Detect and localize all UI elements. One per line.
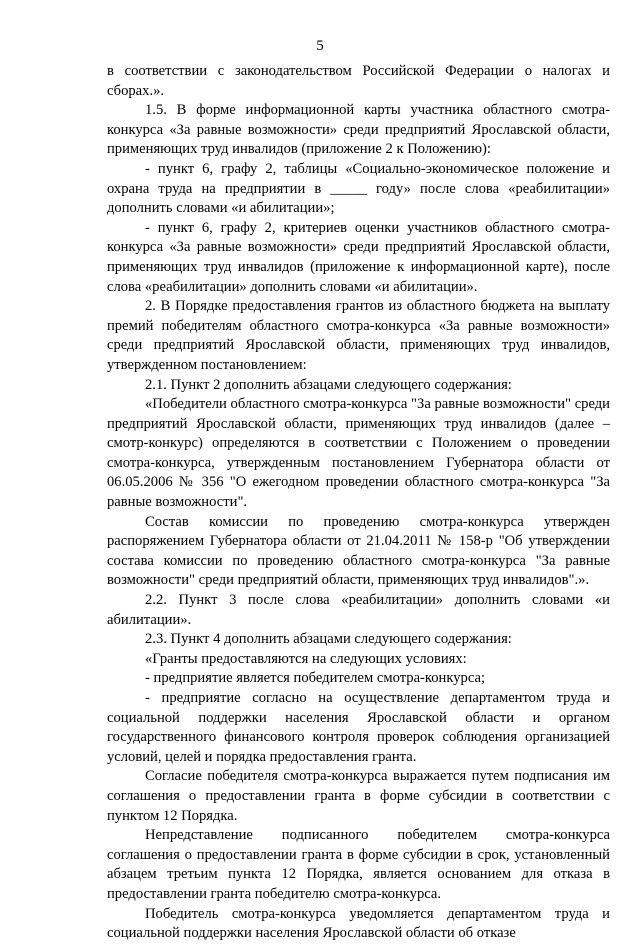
paragraph: 1.5. В форме информационной карты участника областного смотра-конкурса «За равные возможности» среди предприятий Ярославской области, применяющих труд инвалидов (приложение 2 к Положению): — [107, 102, 610, 158]
page-number: 5 — [316, 38, 324, 54]
paragraph: в соответствии с законодательством Российской Федерации о налогах и сборах.». — [107, 63, 610, 99]
paragraph: - пункт 6, графу 2, таблицы «Социально-экономическое положение и охрана труда на предприятии в _____ году» после слова «реабилитации» дополнить словами «и абилитации»; — [107, 160, 610, 217]
paragraph: 2.3. Пункт 4 дополнить абзацами следующего содержания: — [145, 631, 512, 648]
document-body — [107, 62, 610, 944]
paragraph: Состав комиссии по проведению смотра-конкурса утвержден распоряжением Губернатора области от 21.04.2011 № 158-р "Об утверждении состава комиссии по проведению областного смотра-конкурса "За равные возможности" среди предприятий области, применяющих труд инвалидов".». — [107, 513, 610, 589]
paragraph: - предприятие согласно на осуществление департаментом труда и социальной поддержки населения Ярославской области и органом государственного финансового контроля проверок соблюдения организацией условий, целей и порядка предоставления гранта. — [107, 690, 610, 765]
paragraph: 2.2. Пункт 3 после слова «реабилитации» дополнить словами «и абилитации». — [107, 592, 610, 628]
paragraph: 2.1. Пункт 2 дополнить абзацами следующего содержания: — [145, 376, 512, 393]
paragraph: - пункт 6, графу 2, критериев оценки участников областного смотра-конкурса «За равные возможности» среди предприятий Ярославской области, применяющих труд инвалидов (приложение к информационной карте), после слова «реабилитации» дополнить словами «и абилитации». — [107, 219, 610, 295]
paragraph: «Гранты предоставляются на следующих условиях: — [145, 650, 467, 667]
paragraph: - предприятие является победителем смотра-конкурса; — [145, 670, 486, 687]
paragraph: Согласие победителя смотра-конкурса выражается путем подписания им соглашения о предоставлении гранта в форме субсидии в соответствии с пунктом 12 Порядка. — [107, 768, 610, 824]
paragraph: Непредставление подписанного победителем смотра-конкурса соглашения о предоставлении гранта в форме субсидии в срок, установленный абзацем третьим пункта 12 Порядка, является основанием для отказа в предоставлении гранта победителю смотра-конкурса. — [107, 827, 610, 902]
paragraph: Победитель смотра-конкурса уведомляется департаментом труда и социальной поддержки населения Ярославской области об отказе — [107, 905, 610, 942]
paragraph: «Победители областного смотра-конкурса "За равные возможности" среди предприятий Ярославской области, применяющих труд инвалидов (далее – смотр-конкурс) определяются в соответствии с Положением о проведении смотра-конкурса, утвержденным постановлением Губернатора области от 06.05.2006 № 356 "О ежегодном проведении областного смотра-конкурса "За равные возможности". — [107, 396, 610, 511]
paragraph: 2. В Порядке предоставления грантов из областного бюджета на выплату премий победителям областного смотра-конкурса «За равные возможности» среди предприятий Ярославской области, применяющих труд инвалидов, утвержденном постановлением: — [107, 298, 610, 373]
